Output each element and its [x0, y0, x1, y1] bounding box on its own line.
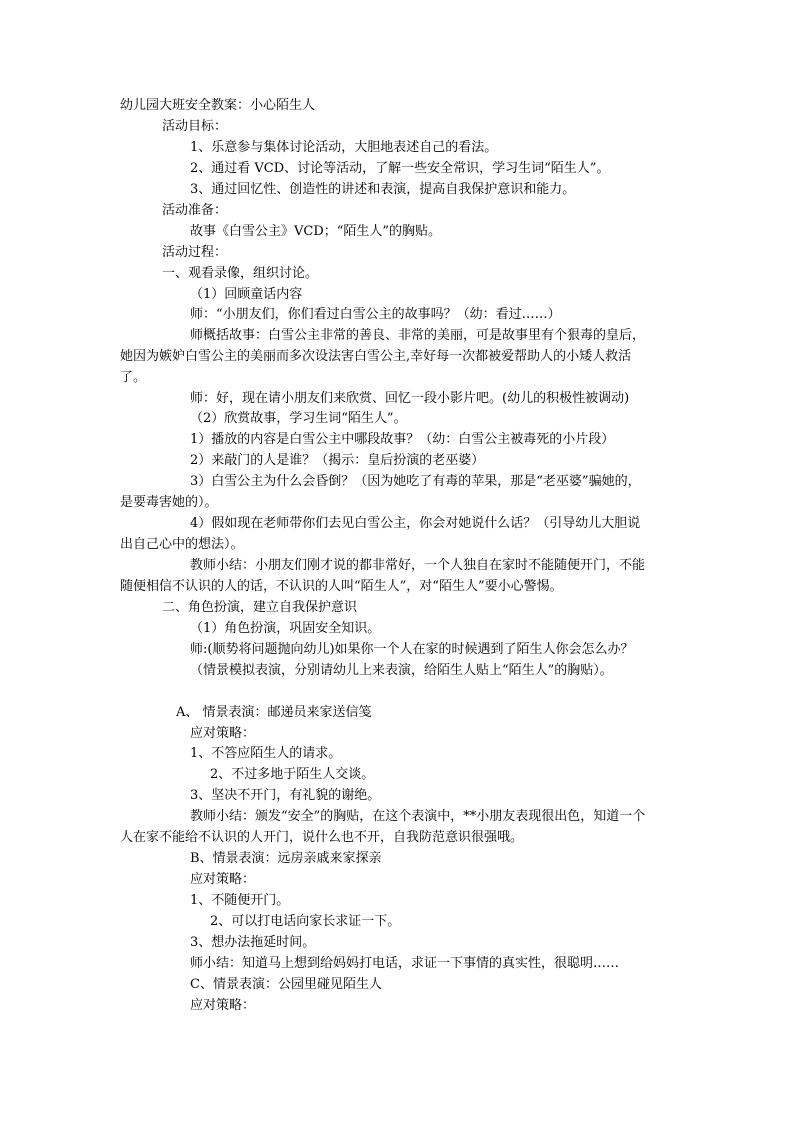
scene-a-strategy-2: 2、不过多地于陌生人交谈。 [210, 767, 375, 782]
scene-a-strategy-heading: 应对策略： [190, 726, 256, 741]
scene-b-strategy-1: 1、不随便开门。 [190, 893, 290, 908]
process-heading: 活动过程： [162, 245, 228, 260]
scene-c-heading: C、情景表演：公园里碰见陌生人 [190, 977, 382, 992]
question-1: 1）播放的内容是白雪公主中哪段故事？（幼：白雪公主被毒死的小片段） [190, 432, 615, 447]
goal-1: 1、乐意参与集体讨论活动，大胆地表述自己的看法。 [190, 140, 498, 155]
summary-1-line-2: 随便相信不认识的人的话，不认识的人叫“陌生人”，对“陌生人”要小心警惕。 [120, 579, 563, 594]
part-2-step-1: （1）角色扮演，巩固安全知识。 [190, 621, 381, 636]
question-3-line-2: 是要毒害她的）。 [120, 495, 218, 510]
scene-b-heading: B、情景表演：远房亲戚来家探亲 [190, 851, 382, 866]
scene-b-summary: 师小结：知道马上想到给妈妈打电话，求证一下事情的真实性，很聪明…… [190, 956, 620, 971]
scene-a-strategy-3: 3、坚决不开门，有礼貌的谢绝。 [190, 788, 381, 803]
goals-heading: 活动目标： [162, 119, 228, 134]
document-title: 幼儿园大班安全教案：小心陌生人 [120, 98, 316, 113]
scene-a-summary-line-2: 人在家不能给不认识的人开门，说什么也不开，自我防范意识很强哦。 [120, 830, 524, 845]
part-2-scene-note: （情景模拟表演，分别请幼儿上来表演，给陌生人贴上“陌生人”的胸贴）。 [190, 663, 613, 678]
story-summary-line-1: 师概括故事：白雪公主非常的善良、非常的美丽，可是故事里有个狠毒的皇后， [190, 328, 646, 343]
scene-c-strategy-heading: 应对策略： [190, 998, 256, 1013]
prep-heading: 活动准备： [162, 203, 228, 218]
scene-b-strategy-3: 3、想办法拖延时间。 [190, 935, 316, 950]
story-summary-line-2: 她因为嫉妒白雪公主的美丽而多次设法害白雪公主,幸好每一次都被爱帮助人的小矮人救活 [120, 349, 632, 364]
summary-1-line-1: 教师小结：小朋友们刚才说的都非常好，一个人独自在家时不能随便开门，不能 [190, 558, 646, 573]
question-4-line-2: 出自己心中的想法）。 [120, 537, 244, 552]
question-4-line-1: 4）假如现在老师带你们去见白雪公主，你会对她说什么话？（引导幼儿大胆说 [190, 516, 641, 531]
scene-a-strategy-1: 1、不答应陌生人的请求。 [190, 746, 342, 761]
scene-a-heading: A、 情景表演：邮递员来家送信笺 [176, 705, 372, 720]
story-summary-line-3: 了。 [120, 370, 147, 385]
question-3-line-1: 3）白雪公主为什么会昏倒？（因为她吃了有毒的苹果，那是“老巫婆”骗她的， [190, 474, 641, 489]
video-intro: 师：好，现在请小朋友们来欣赏、回忆一段小影片吧。(幼儿的积极性被调动) [190, 391, 630, 406]
goal-3: 3、通过回忆性、创造性的讲述和表演，提高自我保护意识和能力。 [190, 182, 576, 197]
part-2-heading: 二、角色扮演，建立自我保护意识 [162, 600, 358, 615]
part-1-heading: 一、观看录像，组织讨论。 [162, 266, 319, 281]
prep-text: 故事《白雪公主》VCD；“陌生人”的胸贴。 [190, 224, 442, 239]
part-2-teacher: 师:(顺势将问题抛向幼儿)如果你一个人在家的时候遇到了陌生人你会怎么办？ [190, 642, 634, 657]
scene-a-summary-line-1: 教师小结：颁发“安全”的胸贴，在这个表演中，**小朋友表现很出色，知道一个 [190, 809, 646, 824]
goal-2: 2、通过看 VCD、讨论等活动，了解一些安全常识，学习生词“陌生人”。 [190, 161, 610, 176]
question-2: 2）来敲门的人是谁？（揭示：皇后扮演的老巫婆） [190, 453, 485, 468]
scene-b-strategy-heading: 应对策略： [190, 872, 256, 887]
scene-b-strategy-2: 2、可以打电话向家长求证一下。 [210, 914, 401, 929]
part-1-step-2: （2）欣赏故事，学习生词“陌生人”。 [190, 411, 407, 426]
teacher-question: 师：“小朋友们，你们看过白雪公主的故事吗？（幼：看过……） [190, 307, 561, 322]
part-1-step-1: （1）回顾童话内容 [190, 287, 303, 302]
